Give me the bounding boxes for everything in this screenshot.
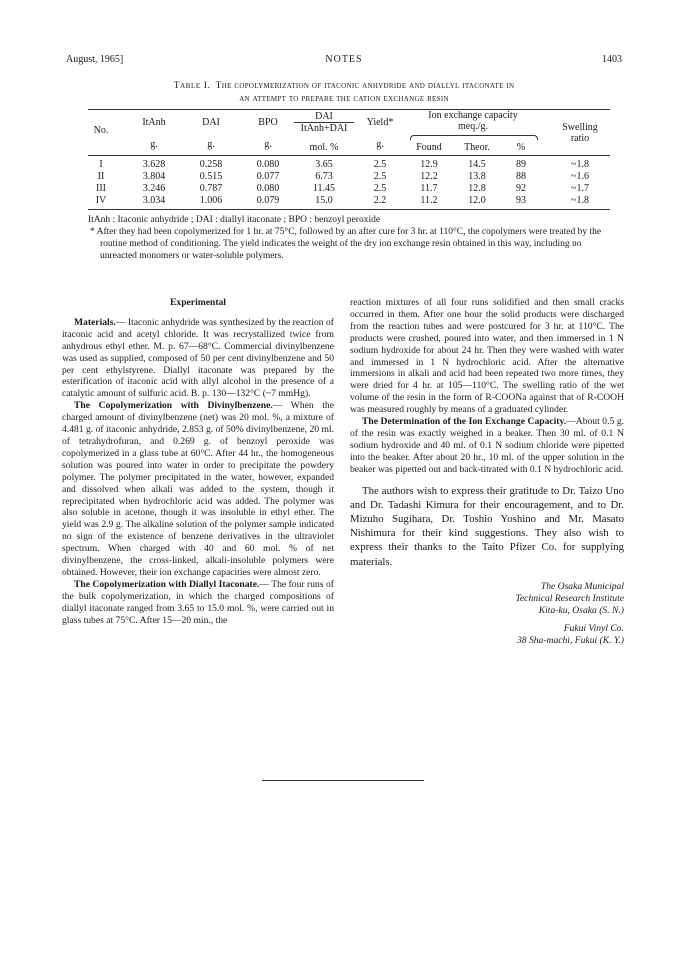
table-cell: 3.804 [142,171,166,182]
table-header-rule [88,155,610,156]
unit-itanh: g. [150,139,158,150]
table-cell: 0.080 [256,183,280,194]
table-cell: III [96,183,106,194]
end-separator-rule [262,780,424,781]
unit-yield: g. [376,139,384,150]
table-bottom-rule [88,209,610,210]
header-ratio-denominator: ItAnh+DAI [300,123,348,134]
table-cell: 0.787 [199,183,223,194]
table-cell: 11.45 [312,183,336,194]
header-no: No. [93,125,109,136]
capacity-run-in: The Determination of the Ion Exchange Capacity. [362,416,567,428]
table-cell: 3.65 [315,159,333,170]
table-cell: 88 [516,171,526,182]
sub-percent: % [516,142,526,153]
table-cell: 12.0 [468,195,486,206]
affiliation-line: 38 Sha-machi, Fukui (K. Y.) [516,634,624,646]
table-cell: 2.2 [373,195,387,206]
table-cell: 3.034 [142,195,166,206]
sub-theor: Theor. [464,142,490,153]
table-cell: 0.515 [199,171,223,182]
table-cell: I [99,159,103,170]
header-ion-unit: meq./g. [458,121,488,132]
table-cell: 11.7 [420,183,438,194]
table-cell: ~1.8 [571,159,589,170]
table-cell: IV [95,195,107,206]
dvb-text: — When the charged amount of divinylbenzene (net) was 20 mol. %, a mixture of 4.481 g. of itaconic anhydride, 2.853 g. of 50% divinylbenzene, 20 ml. of tetrahydrofuran, and 0.269 g. of benzoyl peroxide was copolymerized in a glass tube at 60°C. After 44 hr., the homogeneous solution was poured into water in order to precipitate the powdery polymer. The polymer precipitated in the water, however, expanded and dissolved when alkali was added to the system, though it reprecipitated when hydrochloric acid was added. The polymer was also soluble in acetone, though it was insoluble in ethyl ether. The yield was 2.9 g. The alkaline solution of the polymer sample indicated no sign of the existence of benzene derivatives in the ultraviolet spectrum. When charged with 40 and 60 mol. % of net divinylbenzene, the cross-linked, alkali-insoluble polymers were obtained. However, their ion exchange capacities were almost zero. [62,400,334,578]
table-cell: 2.5 [373,171,387,182]
unit-dai: g. [207,139,215,150]
dvb-run-in: The Copolymerization with Divinylbenzene. [74,400,273,412]
table-cell: 12.9 [420,159,438,170]
table-cell: ~1.6 [571,171,589,182]
header-ion-capacity: Ion exchange capacity [428,110,518,121]
unit-bpo: g. [264,139,272,150]
table-cell: 0.079 [256,195,280,206]
header-ratio: ratio [570,133,590,144]
table-cell: 13.8 [468,171,486,182]
acknowledgement: The authors wish to express their gratitude to Dr. Taizo Uno and Dr. Tadashi Kimura for their encouragement, and to Dr. Mizuho Sugihara, Dr. Toshio Yoshino and Mr. Masato Nishimura for their kind suggestions. They also wish to express their thanks to the Taito Pfizer Co. for supplying materials. [350,484,624,568]
ion-capacity-brace [410,135,538,140]
table-cell: 15.0 [315,195,333,206]
header-swelling: Swelling [562,122,598,133]
table-cell: 0.080 [256,159,280,170]
affiliation-line: Technical Research Institute [515,592,624,604]
table-cell: ~1.8 [571,195,589,206]
capacity-text: —About 0.5 g. of the resin was exactly weighed in a beaker. Then 30 ml. of 0.1 N sodium hydroxide and 40 ml. of 0.1 N sodium chloride were pipetted into the beaker. After about 20 hr., 10 ml. of the upper solution in the beaker was pipetted out and back-titrated with 0.1 N hydrochloric acid. [350,416,625,475]
table-cell: 93 [516,195,526,206]
dvb-paragraph [62,400,334,579]
header-bpo: BPO [258,117,278,128]
affiliation-osaka [350,581,624,617]
materials-run-in: Materials. [74,316,116,328]
affiliation-line: Kita-ku, Osaka (S. N.) [538,604,624,616]
table-caption [88,80,600,106]
table-notes [88,214,612,262]
experimental-heading: Experimental [170,297,226,308]
capacity-paragraph [350,416,624,476]
table-footnote: * After they had been copolymerized for 1 hr. at 75°C, followed by an after cure for 3 hr. at 110°C, the copolymers were treated by the routine method of conditioning. The yield indicates the weight of the dry ion exchange resin obtained in this way, including no unreacted monomers or water-soluble polymers. [90,227,602,261]
dai-paragraph [62,579,334,627]
running-header-date: August, 1965] [66,54,124,65]
table-title-line2: an attempt to prepare the cation exchange resin [239,94,449,104]
table-cell: 12.8 [468,183,486,194]
continuation-paragraph: reaction mixtures of all four runs solidified and then small cracks occurred in them. After one hour the solid products were discharged from the reaction tubes and were postcured for 3 hr. at 110°C. The products were crushed, poured into water, and then immersed in 1 N sodium hydroxide for about 24 hr. Then they were washed with water and immersed in 1 N hydrochloric acid. After the alternative immersions in alkali and acid had been repeated two more times, they were dried for 4 hr. at 105—110°C. The swelling ratio of the wet volume of the resin in the form of R-COONa against that of R-COOH was measured roughly by means of a graduated cylinder. [350,297,624,416]
unit-ratio: mol. % [309,142,339,153]
table-cell: 92 [516,183,526,194]
table-cell: 12.2 [420,171,438,182]
header-dai: DAI [202,117,220,128]
table-cell: 2.5 [373,159,387,170]
table-cell: 2.5 [373,183,387,194]
affiliation-line: The Osaka Municipal [540,580,624,592]
table-label: Table I. [173,81,211,91]
page-number: 1403 [602,54,622,65]
materials-paragraph [62,317,334,400]
table-cell: 89 [516,159,526,170]
table-cell: 3.628 [142,159,166,170]
table-cell: 1.006 [199,195,223,206]
header-ratio-numerator: DAI [315,111,333,122]
right-column [350,297,624,647]
table-cell: 0.258 [199,159,223,170]
table-cell: 14.5 [468,159,486,170]
header-itanh: ItAnh [142,117,166,128]
table-cell: ~1.7 [571,183,589,194]
table-abbreviations: ItAnh : Itaconic anhydride ; DAI : diallyl itaconate ; BPO : benzoyl peroxide [88,215,381,225]
table-cell: 11.2 [420,195,438,206]
table-title-line1: The copolymerization of itaconic anhydride and diallyl itaconate in [215,81,515,91]
affiliation-fukui [350,623,624,647]
dai-text: — The four runs of the bulk copolymerization, in which the charged compositions of diallyl itaconate ranged from 3.65 to 15.0 mol. %, were carried out in glass tubes at 75°C. After 15—20 min., the [62,578,334,626]
materials-text: — Itaconic anhydride was synthesized by the reaction of itaconic acid and acetyl chloride. It was recrystallized twice from anhydrous ethyl ether. M. p. 67—68°C. Commercial divinylbenzene was used as supplied, composed of 50 per cent divinylbenzene and 50 per cent ethylstyrene. Diallyl itaconate was prepared by the esterification of itaconic acid with allyl alcohol in the presence of a catalytic amount of sulfuric acid. B. p. 130—132°C (~7 mmHg). [62,316,334,400]
dai-run-in: The Copolymerization with Diallyl Itaconate. [74,578,260,590]
sub-found: Found [416,142,442,153]
table-cell: 0.077 [256,171,280,182]
header-yield: Yield* [366,117,394,128]
table-cell: II [97,171,105,182]
table-cell: 3.246 [142,183,166,194]
table-cell: 6.73 [315,171,333,182]
running-header-section: NOTES [325,54,363,65]
affiliation-line: Fukui Vinyl Co. [563,622,624,634]
left-column [62,297,334,626]
